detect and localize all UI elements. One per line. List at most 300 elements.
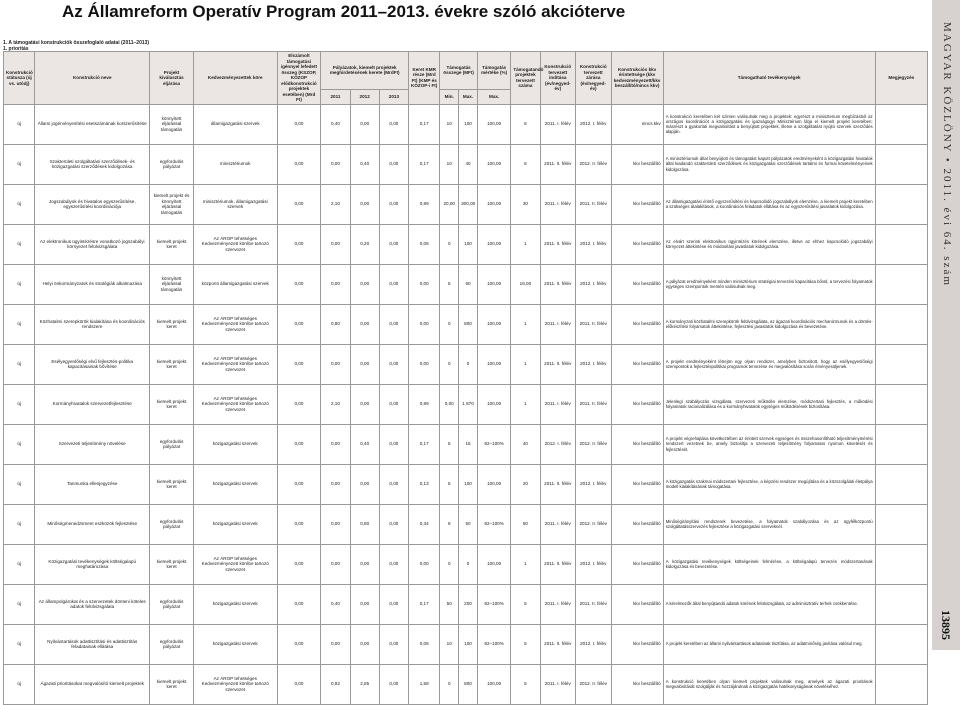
cell-benef: közigazgatási szervek <box>193 504 277 544</box>
cell-notes <box>875 384 927 424</box>
cell-count: 16,00 <box>511 264 540 304</box>
cell-max: 100 <box>459 624 478 664</box>
col-min: Min. <box>440 89 459 104</box>
col-beneficiaries: Kedvezményezettek köre <box>193 52 277 105</box>
cell-status: új <box>4 624 35 664</box>
cell-frame: 0,89 <box>409 384 440 424</box>
table-caption: 1. A támogatási konstrukciók összefoglaló adatai (2011–2013) <box>3 40 150 46</box>
cell-selection: egyfordulós pályázat <box>150 624 194 664</box>
cell-min: 0 <box>440 224 459 264</box>
cell-selection: egyfordulós pályázat <box>150 144 194 184</box>
cell-benef: közigazgatási szervek <box>193 624 277 664</box>
cell-frame: 0,17 <box>409 144 440 184</box>
cell-close: 2012. I. félév <box>576 624 611 664</box>
col-support-amount: Támogatás összege (MFt) <box>440 52 478 90</box>
cell-desc: Jelenlegi szabályozás vizsgálata, szervezeti működés elemzése, módszertani fejlesztés, a működési folyamatok racionalizálása és a kormányhivatalok egységes működésének biztosítása. <box>663 384 875 424</box>
cell-min: 5 <box>440 264 459 304</box>
col-eligible: Elszámolt támogatási igénnyel lefedett összeg (KSZOP, KÖZOP elődkonstrukció projektek esetében) (Mrd Ft) <box>277 52 321 105</box>
cell-notes <box>875 104 927 144</box>
col-name: Konstrukció neve <box>35 52 150 105</box>
cell-eligible: 0,00 <box>277 504 321 544</box>
cell-selection: kiemelt projekt keret <box>150 224 194 264</box>
cell-eligible: 0,00 <box>277 304 321 344</box>
cell-count: 8 <box>511 144 540 184</box>
col-max: Max. <box>459 89 478 104</box>
cell-min: 50 <box>440 584 459 624</box>
cell-notes <box>875 584 927 624</box>
cell-name: Szervezeti teljesítmény növelése <box>35 424 150 464</box>
cell-max: 100 <box>459 104 478 144</box>
cell-desc: Az elvárt szerinti elektronikus ügyintézés körének elemzése, illetve az ehhez kapcsolódó jogszabályi környezet áttekintése és módosítási javaslatok kidolgozása. <box>663 224 875 264</box>
cell-eligible: 0,00 <box>277 544 321 584</box>
cell-status: új <box>4 224 35 264</box>
cell-name: Közhatalmi szerepkörök kialakítása és koordinációs rendszere <box>35 304 150 344</box>
cell-status: új <box>4 664 35 704</box>
cell-close: 2012. I. félév <box>576 344 611 384</box>
col-rate-max: Max. <box>477 89 510 104</box>
cell-status: új <box>4 464 35 504</box>
cell-launch: 2011. I. félév <box>540 664 575 704</box>
table-row <box>4 144 928 184</box>
cell-max: 60 <box>459 264 478 304</box>
cell-min: 20,00 <box>440 184 459 224</box>
journal-label: MAGYAR KÖZLÖNY • 2011. évi 64. szám <box>941 22 953 287</box>
cell-a: 0,80 <box>321 304 350 344</box>
cell-name: Szakterületi szolgáltatási szerződések- és közigazgatási szerződések kidolgozása <box>35 144 150 184</box>
cell-count: 5 <box>511 624 540 664</box>
cell-frame: 0,00 <box>409 264 440 304</box>
cell-eligible: 0,00 <box>277 144 321 184</box>
cell-benef: közigazgatási szervek <box>193 584 277 624</box>
cell-rate: 100,00 <box>477 664 510 704</box>
cell-c: 0,00 <box>379 304 408 344</box>
cell-notes <box>875 224 927 264</box>
cell-frame: 0,17 <box>409 104 440 144</box>
cell-max: 0 <box>459 544 478 584</box>
col-close: Konstrukció tervezett zárása (év/negyed-év) <box>576 52 611 105</box>
col-activities: Támogatható tevékenységek <box>663 52 875 105</box>
cell-kkv: nincs kkv <box>611 104 663 144</box>
cell-close: 2011. II. félév <box>576 184 611 224</box>
cell-selection: kiemelt projekt keret <box>150 304 194 344</box>
cell-name: Kormányhivatalok szervezetfejlesztése <box>35 384 150 424</box>
cell-a: 2,10 <box>321 184 350 224</box>
table-row <box>4 424 928 464</box>
cell-kkv: kkv beszállító <box>611 144 663 184</box>
cell-max: 1 870 <box>459 384 478 424</box>
cell-launch: 2012. I. félév <box>540 424 575 464</box>
cell-frame: 0,00 <box>409 304 440 344</box>
cell-a: 0,40 <box>321 584 350 624</box>
cell-name: Az elektronikus ügyintézésre vonatkozó jogszabályi környezet felülvizsgálata <box>35 224 150 264</box>
cell-min: 10 <box>440 624 459 664</box>
cell-count: 5 <box>511 664 540 704</box>
cell-c: 0,00 <box>379 384 408 424</box>
cell-status: új <box>4 584 35 624</box>
cell-kkv: kkv beszállító <box>611 344 663 384</box>
cell-name: Közigazgatási tevékenységek költségalapú meghatározása <box>35 544 150 584</box>
cell-notes <box>875 544 927 584</box>
cell-desc: A kormányzati közhatalmi szerepkörök felülvizsgálata, az ágazati koordinációs mechanizmusok és a döntés-előkészítési folyamatok áttekintése, fejlesztési javaslatok kidolgozása és bevezetése. <box>663 304 875 344</box>
cell-rate: 100,00 <box>477 464 510 504</box>
cell-kkv: kkv beszállító <box>611 504 663 544</box>
cell-status: új <box>4 424 35 464</box>
cell-close: 2012. I. félév <box>576 224 611 264</box>
cell-status: új <box>4 504 35 544</box>
cell-status: új <box>4 184 35 224</box>
cell-benef: minisztériumok <box>193 144 277 184</box>
cell-launch: 2011. II. félév <box>540 144 575 184</box>
cell-frame: 0,17 <box>409 584 440 624</box>
cell-benef: Az ÁROP tehetséges Kedvezményezett körébe tartozó szervezet <box>193 224 277 264</box>
cell-close: 2012. II. félév <box>576 664 611 704</box>
cell-frame: 0,08 <box>409 224 440 264</box>
cell-count: 1 <box>511 224 540 264</box>
table-row <box>4 664 928 704</box>
page-number: 13895 <box>939 610 953 640</box>
cell-a: 0,00 <box>321 504 350 544</box>
cell-notes <box>875 624 927 664</box>
cell-eligible: 0,00 <box>277 384 321 424</box>
cell-benef: Az ÁROP tehetséges Kedvezményezett körébe tartozó szervezet <box>193 664 277 704</box>
cell-count: 5 <box>511 584 540 624</box>
cell-rate: 100,00 <box>477 304 510 344</box>
cell-desc: A konstrukció keretében két szinten valósulnak meg a projektek: egyrészt a miniszterium megbízásból az országos koordinációt a közigazgatási és igazságügyi Minisztérium látja el kiemelt projekt keretében; másrészt a gyakorlati megvalósítást a benyújtott projektek, illetve a szolgáltatást nyújtó szervek szerződés alapján. <box>663 104 875 144</box>
cell-benef: közigazgatási szervek <box>193 464 277 504</box>
cell-frame: 0,17 <box>409 424 440 464</box>
cell-selection: könnyített eljárással támogatás <box>150 264 194 304</box>
cell-a: 0,00 <box>321 464 350 504</box>
col-selection: Projekt kiválasztás eljárása <box>150 52 194 105</box>
cell-min: 10 <box>440 104 459 144</box>
cell-max: 0 <box>459 344 478 384</box>
cell-rate: 100,00 <box>477 264 510 304</box>
table-row <box>4 544 928 584</box>
cell-selection: kiemelt projekt keret <box>150 464 194 504</box>
cell-count: 20 <box>511 464 540 504</box>
col-2012: 2012 <box>350 89 379 104</box>
table-row <box>4 344 928 384</box>
cell-desc: A közigazgatási tevékenységek költségeinek felmérése, a költségalapú tervezés módszertanának kidolgozása és bevezetése. <box>663 544 875 584</box>
cell-launch: 2011. II. félév <box>540 344 575 384</box>
cell-launch: 2011. I. félév <box>540 304 575 344</box>
cell-launch: 2011. II. félév <box>540 544 575 584</box>
cell-kkv: kkv beszállító <box>611 584 663 624</box>
cell-a: 0,00 <box>321 544 350 584</box>
cell-max: 800 <box>459 664 478 704</box>
table-row <box>4 184 928 224</box>
cell-c: 0,00 <box>379 344 408 384</box>
cell-name: Minőségmenedzsment eszközök fejlesztése <box>35 504 150 544</box>
cell-c: 0,00 <box>379 424 408 464</box>
col-frame: Keret KMR része (Mrd Ft) (KMP és KÖZOP-i Ft) <box>409 52 440 105</box>
cell-b: 0,40 <box>350 424 379 464</box>
cell-benef: Az ÁROP tehetséges Kedvezményezett körébe tartozó szervezet <box>193 344 277 384</box>
cell-launch: 2011. I. félév <box>540 184 575 224</box>
cell-status: új <box>4 384 35 424</box>
cell-name: Az állampolgárokat és a szervezetek dönteni köteles adatok felülvizsgálata <box>35 584 150 624</box>
cell-selection: kiemelt projekt keret <box>150 344 194 384</box>
col-status: Konstrukció státusza (új vs. utódj) <box>4 52 35 105</box>
cell-notes <box>875 664 927 704</box>
cell-rate: 100,00 <box>477 184 510 224</box>
cell-b: 2,85 <box>350 664 379 704</box>
cell-notes <box>875 304 927 344</box>
cell-min: 0 <box>440 304 459 344</box>
cell-rate: 100,00 <box>477 224 510 264</box>
cell-selection: könnyített eljárással támogatás <box>150 104 194 144</box>
cell-b: 0,00 <box>350 384 379 424</box>
cell-frame: 0,00 <box>409 344 440 384</box>
cell-kkv: kkv beszállító <box>611 224 663 264</box>
cell-rate: 100,00 <box>477 144 510 184</box>
cell-close: 2011. II. félév <box>576 304 611 344</box>
cell-c: 0,00 <box>379 184 408 224</box>
cell-close: 2012. I. félév <box>576 544 611 584</box>
cell-notes <box>875 264 927 304</box>
cell-count: 1 <box>511 544 540 584</box>
col-support-rate: Támogatás mértéke (%) <box>477 52 510 90</box>
cell-b: 0,00 <box>350 184 379 224</box>
cell-c: 0,00 <box>379 664 408 704</box>
cell-name: Helyi önkormányzatok és stratégiák alkalmazása <box>35 264 150 304</box>
cell-rate: 92–100% <box>477 424 510 464</box>
cell-name: Jogszabályok és hivatalos egyszerűsítése, egyszerűsítési koordinációja <box>35 184 150 224</box>
cell-b: 0,00 <box>350 104 379 144</box>
cell-min: 0 <box>440 664 459 704</box>
cell-name: Ágazati prioritásokat megvalósító kiemelt projektek <box>35 664 150 704</box>
col-launch: Konstrukció tervezett indítása (év/negyed-év) <box>540 52 575 105</box>
cell-a: 0,00 <box>321 344 350 384</box>
cell-eligible: 0,00 <box>277 264 321 304</box>
cell-launch: 2011. II. félév <box>540 464 575 504</box>
cell-min: 0,00 <box>440 384 459 424</box>
cell-eligible: 0,00 <box>277 344 321 384</box>
cell-kkv: kkv beszállító <box>611 304 663 344</box>
table-row <box>4 104 928 144</box>
cell-count: 8 <box>511 104 540 144</box>
cell-desc: Az államigazgatási érintő egyszerűsítési és kapcsolódó jogszabályok elemzése, a kiemelt projekt keretében a szükséges átalakítások, a koordinációs feladatok ellátása és az egyszerűsítési javaslatok kidolgozása. <box>663 184 875 224</box>
cell-kkv: kkv beszállító <box>611 464 663 504</box>
cell-kkv: kkv beszállító <box>611 424 663 464</box>
table-row <box>4 224 928 264</box>
cell-name: Állami jogérvényesítési esetszámának korszerűsítése <box>35 104 150 144</box>
cell-a: 0,00 <box>321 424 350 464</box>
cell-c: 0,00 <box>379 464 408 504</box>
cell-desc: A kérelmezők által benyújtandó adatok körének felülvizsgálata, az adminisztratív terhek csökkentése. <box>663 584 875 624</box>
cell-benef: Az ÁROP tehetséges Kedvezményezett körébe tartozó szervezet <box>193 304 277 344</box>
cell-close: 2012. I. félév <box>576 104 611 144</box>
cell-a: 0,92 <box>321 664 350 704</box>
cell-benef: Az ÁROP tehetséges Kedvezményezett körébe tartozó szervezet <box>193 544 277 584</box>
cell-b: 0,80 <box>350 504 379 544</box>
table-row <box>4 624 928 664</box>
cell-eligible: 0,00 <box>277 224 321 264</box>
cell-frame: 0,13 <box>409 464 440 504</box>
page-title: Az Államreform Operatív Program 2011–2013. évekre szóló akcióterve <box>62 2 626 21</box>
cell-close: 2012. II. félév <box>576 504 611 544</box>
cell-c: 0,00 <box>379 104 408 144</box>
cell-kkv: kkv beszállító <box>611 544 663 584</box>
cell-status: új <box>4 104 35 144</box>
cell-selection: egyfordulós pályázat <box>150 584 194 624</box>
cell-status: új <box>4 264 35 304</box>
col-kkv: Konstrukciós kkv érintettsége (kkv kedvezményezett/kkv beszállító/nincs kkv) <box>611 52 663 105</box>
cell-launch: 2011. II. félév <box>540 624 575 664</box>
cell-close: 2012. II. félév <box>576 144 611 184</box>
cell-status: új <box>4 344 35 384</box>
cell-frame: 0,00 <box>409 544 440 584</box>
cell-max: 100 <box>459 464 478 504</box>
cell-launch: 2011. II. félév <box>540 224 575 264</box>
cell-notes <box>875 344 927 384</box>
cell-b: 0,00 <box>350 264 379 304</box>
cell-selection: egyfordulós pályázat <box>150 504 194 544</box>
cell-max: 15 <box>459 424 478 464</box>
col-2013: 2013 <box>379 89 408 104</box>
cell-selection: egyfordulós pályázat <box>150 424 194 464</box>
constructions-table <box>3 51 928 705</box>
cell-c: 0,00 <box>379 144 408 184</box>
cell-b: 0,00 <box>350 464 379 504</box>
cell-b: 0,00 <box>350 584 379 624</box>
cell-close: 2012. I. félév <box>576 264 611 304</box>
cell-desc: A pályázat eredményeként minden minisztérium stratégiai tervezési kapacitása bővül, a tervezési folyamatok egységes szempontok mentén valósulnak meg. <box>663 264 875 304</box>
cell-b: 0,20 <box>350 224 379 264</box>
cell-min: 8 <box>440 504 459 544</box>
cell-a: 2,10 <box>321 384 350 424</box>
cell-benef: közigazgatási szervek <box>193 424 277 464</box>
cell-count: 50 <box>511 504 540 544</box>
cell-max: 200 <box>459 584 478 624</box>
cell-desc: A minisztériumok által benyújtott és támogatást kapott pályázatok eredményeként a közigazgatási hivatalok által kiadandó szakterületi szerződések és közigazgatási szerződések tartalmi és formai követelményeinek kidolgozása. <box>663 144 875 184</box>
cell-frame: 0,89 <box>409 184 440 224</box>
table-row <box>4 304 928 344</box>
cell-eligible: 0,00 <box>277 624 321 664</box>
table-row <box>4 264 928 304</box>
cell-eligible: 0,00 <box>277 664 321 704</box>
cell-c: 0,00 <box>379 264 408 304</box>
col-notes: Megjegyzés <box>875 52 927 105</box>
cell-c: 0,00 <box>379 224 408 264</box>
cell-count: 1 <box>511 344 540 384</box>
cell-count: 1 <box>511 304 540 344</box>
cell-desc: A projekt keretében az állami nyilvántartások adatainak tisztítása, az adatminőség javítása valósul meg. <box>663 624 875 664</box>
cell-close: 2011. II. félév <box>576 584 611 624</box>
cell-kkv: kkv beszállító <box>611 184 663 224</box>
cell-count: 30 <box>511 184 540 224</box>
cell-min: 5 <box>440 424 459 464</box>
cell-frame: 1,58 <box>409 664 440 704</box>
cell-kkv: kkv beszállító <box>611 264 663 304</box>
cell-a: 0,00 <box>321 624 350 664</box>
cell-rate: 100,00 <box>477 384 510 424</box>
cell-launch: 2011. I. félév <box>540 584 575 624</box>
cell-name: Esélyegyenlőségi elvű fejlesztés-politika kapacitásainak bővítése <box>35 344 150 384</box>
cell-min: 5 <box>440 464 459 504</box>
cell-c: 0,00 <box>379 624 408 664</box>
cell-selection: kiemelt projekt keret <box>150 544 194 584</box>
cell-kkv: kkv beszállító <box>611 384 663 424</box>
cell-eligible: 0,00 <box>277 424 321 464</box>
col-2011: 2011 <box>321 89 350 104</box>
cell-launch: 2011. I. félév <box>540 384 575 424</box>
cell-desc: A projekt eredményeként létrejön egy olyan rendszer, amelyben biztosított, hogy az esélyegyenlőségi szempontok a fejlesztéspolitikai programok tervezése és megvalósítása során érvényesüljenek. <box>663 344 875 384</box>
cell-count: 40 <box>511 424 540 464</box>
cell-c: 0,00 <box>379 504 408 544</box>
table-row <box>4 464 928 504</box>
cell-b: 0,40 <box>350 144 379 184</box>
cell-status: új <box>4 144 35 184</box>
cell-benef: minisztériumok, államigazgatási szervek <box>193 184 277 224</box>
cell-frame: 0,34 <box>409 504 440 544</box>
cell-max: 50 <box>459 504 478 544</box>
cell-status: új <box>4 304 35 344</box>
table-row <box>4 384 928 424</box>
cell-selection: kiemelt projekt és könnyített eljárással támogatás <box>150 184 194 224</box>
cell-desc: Minőségirányítási rendszerek bevezetése, a folyamatok szabályozása és az ügyfélközpontú szolgáltatásszervezés fejlesztése a közigazgatási szerveknél. <box>663 504 875 544</box>
cell-selection: kiemelt projekt keret <box>150 384 194 424</box>
cell-notes <box>875 424 927 464</box>
cell-status: új <box>4 544 35 584</box>
cell-rate: 100,00 <box>477 344 510 384</box>
cell-b: 0,00 <box>350 544 379 584</box>
cell-notes <box>875 184 927 224</box>
cell-a: 0,40 <box>321 104 350 144</box>
cell-rate: 100,00 <box>477 104 510 144</box>
cell-c: 0,00 <box>379 544 408 584</box>
cell-notes <box>875 504 927 544</box>
cell-notes <box>875 464 927 504</box>
cell-eligible: 0,00 <box>277 584 321 624</box>
cell-min: 10 <box>440 144 459 184</box>
cell-b: 0,00 <box>350 344 379 384</box>
cell-c: 0,00 <box>379 584 408 624</box>
cell-notes <box>875 144 927 184</box>
cell-close: 2011. II. félév <box>576 384 611 424</box>
cell-kkv: kkv beszállító <box>611 624 663 664</box>
col-count: Támogatandó projektek tervezett száma <box>511 52 540 105</box>
cell-frame: 0,08 <box>409 624 440 664</box>
cell-eligible: 0,00 <box>277 104 321 144</box>
cell-benef: államigazgatási szervek <box>193 104 277 144</box>
cell-rate: 92–100% <box>477 584 510 624</box>
table-row <box>4 584 928 624</box>
cell-eligible: 0,00 <box>277 464 321 504</box>
cell-kkv: kkv beszállító <box>611 664 663 704</box>
cell-rate: 92–100% <box>477 504 510 544</box>
cell-a: 0,00 <box>321 224 350 264</box>
cell-rate: 92–100% <box>477 624 510 664</box>
cell-name: Nyilvántartások adattisztítási és adattisztítás feladatainak ellátása <box>35 624 150 664</box>
cell-launch: 2011. I. félév <box>540 104 575 144</box>
cell-close: 2012. I. félév <box>576 464 611 504</box>
cell-close: 2012. II. félév <box>576 424 611 464</box>
table-subcaption: 1. prioritás <box>3 46 29 52</box>
table-row <box>4 504 928 544</box>
cell-count: 1 <box>511 384 540 424</box>
cell-max: 100 <box>459 224 478 264</box>
cell-rate: 100,00 <box>477 544 510 584</box>
cell-max: 40 <box>459 144 478 184</box>
cell-desc: A közigazgatás szakmai módszertani fejlesztése, a képzési rendszer megújítása és a közszolgálati életpálya modell kialakításának támogatása. <box>663 464 875 504</box>
cell-min: 0 <box>440 344 459 384</box>
cell-benef: központi államigazgatási szervek <box>193 264 277 304</box>
cell-max: 800 <box>459 304 478 344</box>
cell-eligible: 0,00 <box>277 184 321 224</box>
cell-desc: A konstrukció keretében olyan kiemelt projektek valósulnak meg, amelyek az ágazati prioritások megvalósítását szolgálják és hozzájárulnak a közigazgatás hatékonyságának növeléséhez. <box>663 664 875 704</box>
cell-launch: 2011. I. félév <box>540 504 575 544</box>
